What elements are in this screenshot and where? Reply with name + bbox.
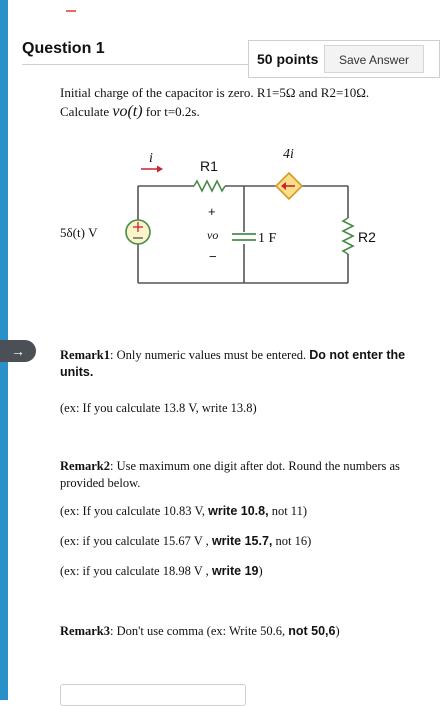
- vo-minus-sign: −: [209, 249, 217, 264]
- remark-1-example: (ex: If you calculate 13.8 V, write 13.8): [60, 401, 257, 415]
- vo-plus-sign: +: [208, 204, 216, 219]
- source-label: 5δ(t) V: [60, 225, 98, 240]
- top-accent-mark: [66, 10, 76, 12]
- answer-input[interactable]: [60, 684, 246, 706]
- points-label: 50 points: [257, 51, 319, 67]
- current-label: i: [149, 151, 153, 166]
- r2-label: R2: [358, 229, 376, 245]
- statement-line-2: Calculate vo(t) for t=0.2s.: [60, 103, 200, 120]
- statement-line-1: Initial charge of the capacitor is zero. R1=5Ω and R2=10Ω.: [60, 85, 370, 100]
- question-title: Question 1: [22, 40, 105, 57]
- remark-2-example-3: (ex: if you calculate 18.98 V , write 19): [60, 564, 263, 578]
- current-arrow-icon: [157, 166, 163, 173]
- dep-source-label: 4i: [283, 147, 294, 162]
- current-question-arrow-icon: →: [0, 340, 36, 362]
- r1-label: R1: [200, 158, 218, 174]
- remark-3: Remark3: Don't use comma (ex: Write 50.6, not 50,6): [60, 624, 340, 638]
- capacitor-label: 1 F: [258, 231, 277, 246]
- vo-label: vo: [207, 228, 219, 242]
- circuit-diagram: [52, 140, 376, 295]
- remark-2-example-2: (ex: if you calculate 15.67 V , write 15.7, not 16): [60, 534, 312, 548]
- remark-1: Remark1: Only numeric values must be entered. Do not enter the units.: [60, 348, 406, 379]
- points-box: [248, 40, 440, 78]
- question-divider: [22, 64, 248, 65]
- question-statement: [60, 83, 430, 121]
- vo-function: vo(t): [112, 103, 143, 120]
- save-answer-button[interactable]: Save Answer: [324, 45, 424, 73]
- remark-2-example-1: (ex: If you calculate 10.83 V, write 10.8, not 11): [60, 504, 307, 518]
- remark-2: Remark2: Use maximum one digit after dot. Round the numbers as provided below.: [60, 459, 400, 490]
